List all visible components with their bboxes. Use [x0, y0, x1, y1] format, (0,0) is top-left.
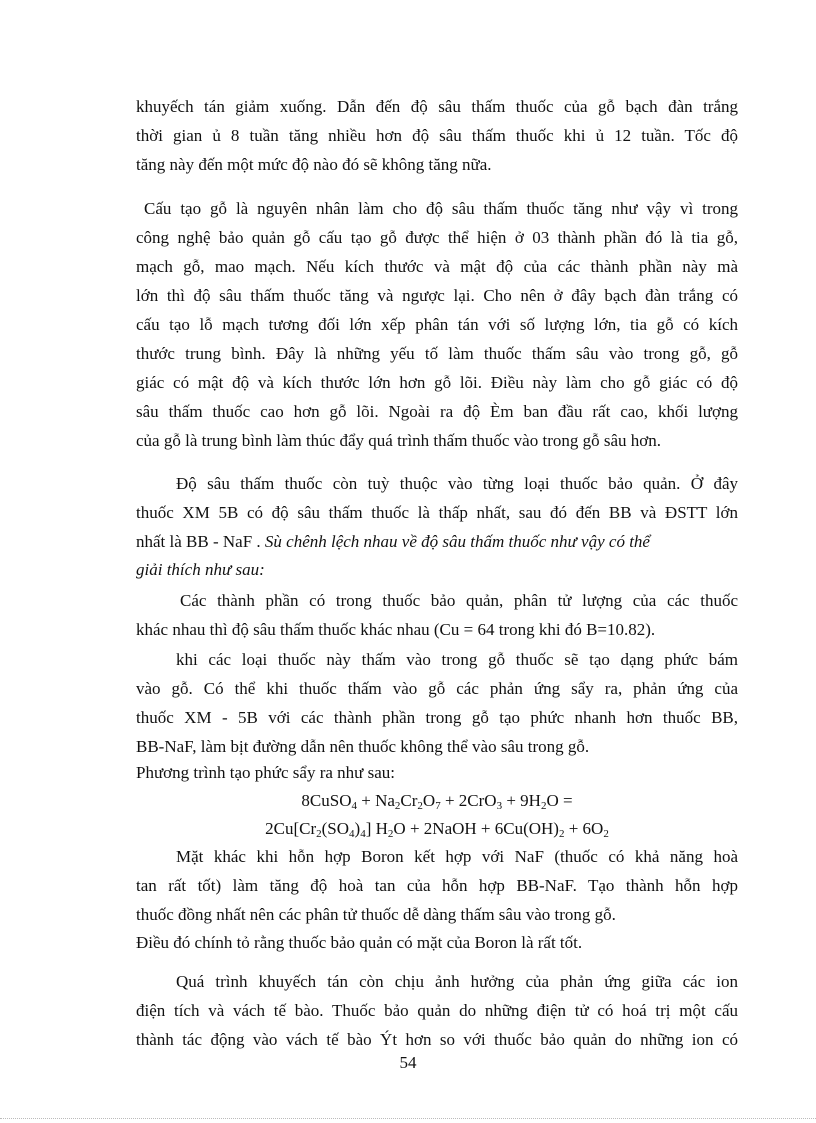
- paragraph-line: Cấu tạo gỗ là nguyên nhân làm cho độ sâu thấm thuốc tăng như vậy vì trong: [144, 199, 738, 218]
- paragraph-line: tan rất tốt) làm tăng độ hoà tan của hỗn hợp BB-NaF. Tạo thành hỗn hợp: [136, 876, 738, 895]
- paragraph-line: Điều đó chính tỏ rằng thuốc bảo quản có mặt của Boron là rất tốt.: [136, 933, 583, 952]
- paragraph-line: thuốc XM 5B có độ sâu thấm thuốc là thấp nhất, sau đó đến BB và ĐSTT lớn: [136, 503, 738, 522]
- italic-text: Sù chênh lệch nhau về độ sâu thấm thuốc như vậy có thể: [260, 532, 650, 551]
- paragraph-line: công nghệ bảo quản gỗ cấu tạo gỗ được thể hiện ở 03 thành phần đó là tia gỗ,: [136, 228, 738, 247]
- paragraph-line: thời gian ủ 8 tuần tăng nhiều hơn độ sâu thấm thuốc khi ủ 12 tuần. Tốc độ: [136, 126, 738, 145]
- paragraph-line: vào gỗ. Có thể khi thuốc thấm vào gỗ các phản ứng sẩy ra, phản ứng của: [136, 679, 738, 698]
- paragraph-line: giác có mật độ và kích thước lớn hơn gỗ lõi. Điều này làm cho gỗ giác có độ: [136, 373, 738, 392]
- paragraph-line: khác nhau thì độ sâu thấm thuốc khác nhau (Cu = 64 trong khi đó B=10.82).: [136, 620, 656, 639]
- paragraph-line: khi các loại thuốc này thấm vào trong gỗ thuốc sẽ tạo dạng phức bám: [176, 650, 738, 669]
- paragraph-line: lớn thì độ sâu thấm thuốc tăng và ngược lại. Cho nên ở đây bạch đàn trắng có: [136, 286, 738, 305]
- paragraph-line: giải thích như sau:: [136, 560, 265, 579]
- page-footer-divider: [0, 1118, 816, 1119]
- paragraph-line: Mặt khác khi hỗn hợp Boron kết hợp với NaF (thuốc có khả năng hoà: [176, 847, 738, 866]
- equation-line-1: 8CuSO$_4$ + $Na_2Cr_2O_7 + 2CrO_3 + 9H_2O$ =: [301, 791, 573, 812]
- paragraph-line: Độ sâu thấm thuốc còn tuỳ thuộc vào từng loại thuốc bảo quản. Ở đây: [176, 474, 738, 493]
- paragraph-line: thuốc XM - 5B với các thành phần trong gỗ tạo phức nhanh hơn thuốc BB,: [136, 708, 738, 727]
- paragraph-line: sâu thấm thuốc cao hơn gỗ lõi. Ngoài ra độ Èm ban đầu rất cao, khối lượng: [136, 402, 738, 421]
- paragraph-line: điện tích và vách tế bào. Thuốc bảo quản do những điện tử có hoá trị một cấu: [136, 1001, 738, 1020]
- paragraph-line: cấu tạo lỗ mạch tương đối lớn xếp phân tán với số lượng lớn, tia gỗ có kích: [136, 315, 738, 334]
- paragraph-line: của gỗ là trung bình làm thúc đẩy quá trình thấm thuốc vào trong gỗ sâu hơn.: [136, 431, 662, 450]
- paragraph-line: Các thành phần có trong thuốc bảo quản, phân tử lượng của các thuốc: [180, 591, 738, 610]
- paragraph-line: Phương trình tạo phức sẩy ra như sau:: [136, 763, 396, 782]
- paragraph-line: thành tác động vào vách tế bào Ýt hơn so với thuốc bảo quản do những ion có: [136, 1030, 738, 1049]
- page-number: 54: [399, 1053, 417, 1072]
- paragraph-line: thuốc đồng nhất nên các phân tử thuốc dễ dàng thấm sâu vào trong gỗ.: [136, 905, 616, 924]
- equation-line-2: $2Cu[Cr_2(SO_4)_4] H_2O$ + 2NaOH + $6Cu(OH)_2 + 6O_2$: [265, 819, 609, 840]
- paragraph-line: thước trung bình. Đây là những yếu tố làm thuốc thấm sâu vào trong gỗ, gỗ: [136, 344, 738, 363]
- paragraph-line: BB-NaF, làm bịt đường dẫn nên thuốc không thể vào sâu trong gỗ.: [136, 737, 590, 756]
- paragraph-line: Quá trình khuyếch tán còn chịu ảnh hưởng của phản ứng giữa các ion: [176, 972, 738, 991]
- paragraph-line: mạch gỗ, mao mạch. Nếu kích thước và mật độ của các thành phần này mà: [136, 257, 738, 276]
- paragraph-line: khuyếch tán giảm xuống. Dẫn đến độ sâu thấm thuốc của gỗ bạch đàn trắng: [136, 97, 738, 116]
- paragraph-line: tăng này đến một mức độ nào đó sẽ không tăng nữa.: [136, 155, 492, 174]
- paragraph-line: [136, 531, 738, 553]
- plain-text: nhất là BB - NaF .: [136, 532, 261, 551]
